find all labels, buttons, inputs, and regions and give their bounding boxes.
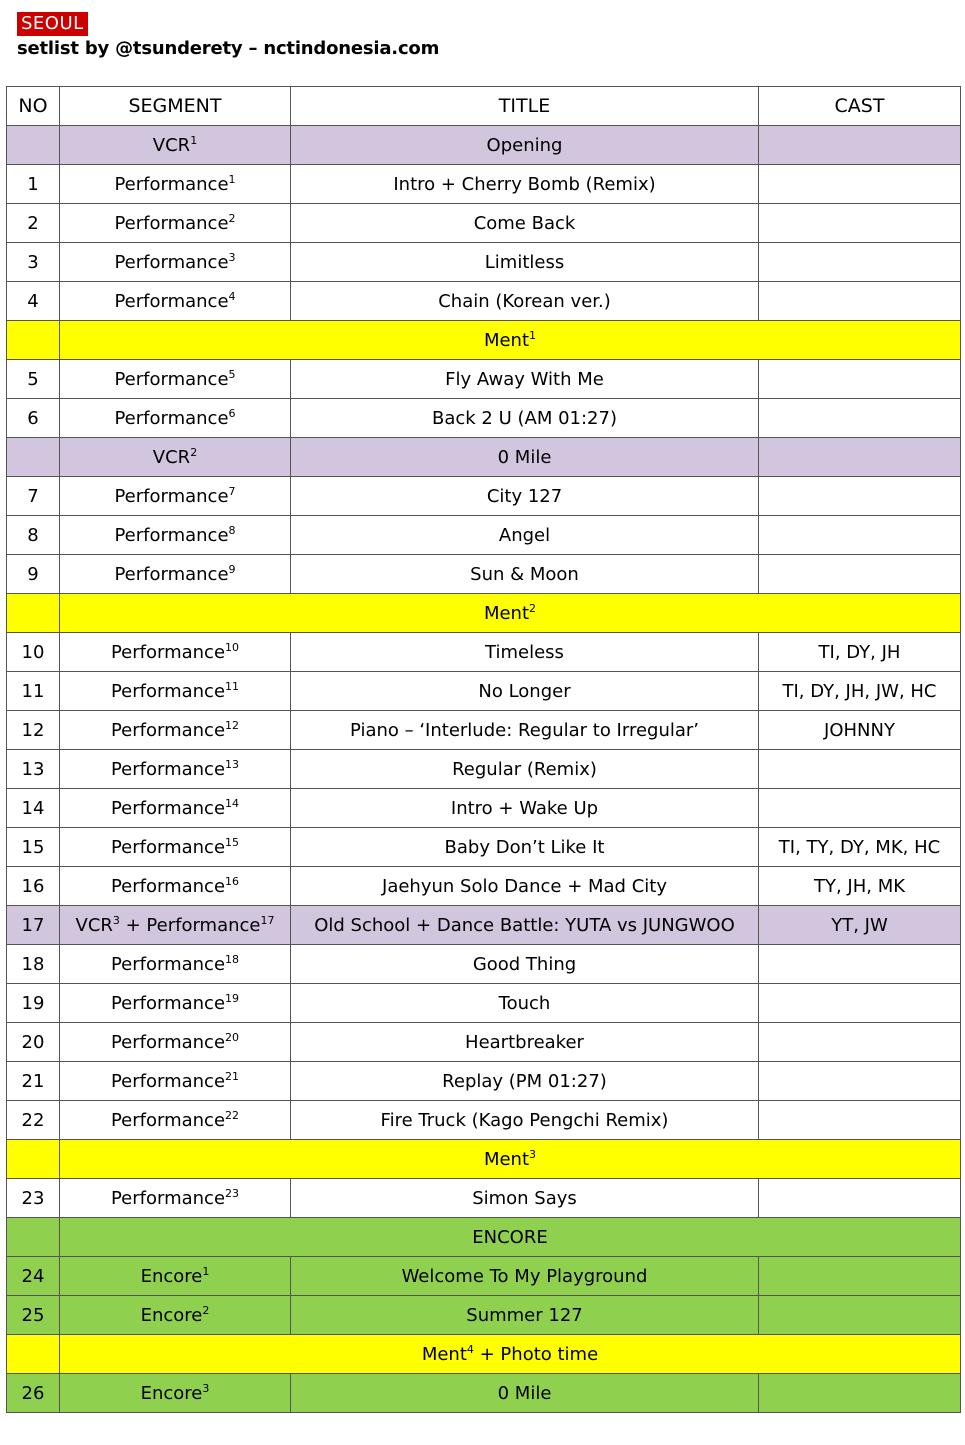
no-cell: 20: [7, 1023, 60, 1062]
segment-cell: [60, 1101, 291, 1140]
segment-label: Encore: [140, 1265, 203, 1287]
segment-cell: [60, 828, 291, 867]
cast-cell: TI, TY, DY, MK, HC: [759, 828, 961, 867]
segment-number: 1: [228, 172, 236, 186]
title-cell: Limitless: [291, 243, 759, 282]
segment-number: 5: [228, 367, 236, 381]
segment-label: Performance: [114, 212, 229, 234]
ment-number: 2: [529, 601, 537, 615]
segment-cell: [60, 399, 291, 438]
segment-number: 1: [190, 133, 198, 147]
ment-label: Ment: [483, 602, 530, 624]
segment-cell: [60, 945, 291, 984]
segment-number: 3: [112, 913, 120, 927]
page-header: [17, 12, 439, 59]
segment-label: Performance: [114, 173, 229, 195]
no-cell: 15: [7, 828, 60, 867]
segment-label: Performance: [114, 251, 229, 273]
cast-cell: [759, 399, 961, 438]
segment-label: VCR: [152, 446, 191, 468]
title-cell: Touch: [291, 984, 759, 1023]
encore-header-row: [7, 1218, 961, 1257]
credit-line: setlist by @tsunderety – nctindonesia.com: [17, 38, 440, 59]
segment-number: 2: [190, 445, 198, 459]
title-cell: Baby Don’t Like It: [291, 828, 759, 867]
title-cell: Piano – ‘Interlude: Regular to Irregular’: [291, 711, 759, 750]
ment-label: Ment: [483, 329, 530, 351]
title-cell: Chain (Korean ver.): [291, 282, 759, 321]
ment-cell: [60, 594, 961, 633]
segment-label: Performance: [110, 992, 226, 1014]
segment-label: Performance: [114, 563, 229, 585]
segment-number: 20: [225, 1030, 240, 1044]
segment-number: 2: [228, 211, 236, 225]
segment-label: Performance: [114, 485, 229, 507]
cast-cell: [759, 750, 961, 789]
table-row: [7, 477, 961, 516]
segment-number: 23: [225, 1186, 240, 1200]
segment-cell: [60, 516, 291, 555]
title-cell: City 127: [291, 477, 759, 516]
segment-label: Performance: [110, 797, 226, 819]
title-cell: Opening: [291, 126, 759, 165]
segment-number: 1: [202, 1264, 210, 1278]
segment-number: 6: [228, 406, 236, 420]
no-cell: 21: [7, 1062, 60, 1101]
no-cell: 19: [7, 984, 60, 1023]
ment-row: [7, 1140, 961, 1179]
cast-cell: JOHNNY: [759, 711, 961, 750]
segment-label: Performance: [110, 875, 226, 897]
table-row: [7, 360, 961, 399]
table-row: [7, 1179, 961, 1218]
title-cell: Good Thing: [291, 945, 759, 984]
segment-label: Performance: [110, 719, 226, 741]
no-cell: 5: [7, 360, 60, 399]
segment-label: VCR: [75, 914, 113, 936]
segment-label: Performance: [110, 1031, 226, 1053]
segment-number: 19: [225, 991, 240, 1005]
cast-cell: [759, 1257, 961, 1296]
segment-cell: [60, 204, 291, 243]
segment-label: VCR: [152, 134, 191, 156]
encore-header-cell: ENCORE: [60, 1218, 961, 1257]
segment-cell: [60, 867, 291, 906]
title-cell: Replay (PM 01:27): [291, 1062, 759, 1101]
no-cell: [7, 1335, 60, 1374]
header-row: [7, 87, 961, 126]
no-cell: 12: [7, 711, 60, 750]
table-row: [7, 750, 961, 789]
setlist-table: [6, 86, 961, 1413]
title-cell: Jaehyun Solo Dance + Mad City: [291, 867, 759, 906]
segment-cell: [60, 282, 291, 321]
segment-number: 11: [225, 679, 240, 693]
cast-cell: [759, 516, 961, 555]
encore-row: [7, 1257, 961, 1296]
segment-cell: [60, 1023, 291, 1062]
segment-number: 22: [225, 1108, 240, 1122]
segment-number: 21: [225, 1069, 240, 1083]
segment-cell: [60, 633, 291, 672]
table-row: [7, 1023, 961, 1062]
segment-number: 16: [225, 874, 240, 888]
cast-cell: YT, JW: [759, 906, 961, 945]
cast-cell: [759, 243, 961, 282]
encore-row: [7, 1296, 961, 1335]
column-header-title: TITLE: [291, 87, 759, 126]
cast-cell: [759, 204, 961, 243]
no-cell: [7, 1218, 60, 1257]
no-cell: 11: [7, 672, 60, 711]
segment-cell: [60, 1062, 291, 1101]
segment-number: 4: [228, 289, 236, 303]
title-cell: Fire Truck (Kago Pengchi Remix): [291, 1101, 759, 1140]
no-cell: 4: [7, 282, 60, 321]
segment-number: 14: [225, 796, 240, 810]
cast-cell: [759, 1374, 961, 1413]
segment-number: 3: [228, 250, 236, 264]
ment-row: [7, 1335, 961, 1374]
segment-label: Performance: [114, 368, 229, 390]
title-cell: Angel: [291, 516, 759, 555]
title-cell: Sun & Moon: [291, 555, 759, 594]
column-header-no: NO: [7, 87, 60, 126]
ment-number: 4: [466, 1342, 474, 1356]
segment-label: Encore: [140, 1304, 203, 1326]
vcr-row: [7, 906, 961, 945]
column-header-segment: SEGMENT: [60, 87, 291, 126]
no-cell: 9: [7, 555, 60, 594]
segment-cell: [60, 750, 291, 789]
no-cell: [7, 321, 60, 360]
segment-cell: [60, 1179, 291, 1218]
no-cell: 3: [7, 243, 60, 282]
cast-cell: [759, 1023, 961, 1062]
title-cell: No Longer: [291, 672, 759, 711]
column-header-cast: CAST: [759, 87, 961, 126]
segment-cell: [60, 672, 291, 711]
title-cell: 0 Mile: [291, 438, 759, 477]
cast-cell: TY, JH, MK: [759, 867, 961, 906]
segment-label: Encore: [140, 1382, 203, 1404]
no-cell: 10: [7, 633, 60, 672]
city-badge: SEOUL: [17, 12, 88, 36]
segment-label: Performance: [110, 1109, 226, 1131]
segment-number: 2: [202, 1303, 210, 1317]
title-cell: Intro + Wake Up: [291, 789, 759, 828]
no-cell: [7, 1140, 60, 1179]
setlist-body: [7, 126, 961, 1413]
segment-number: 12: [225, 718, 240, 732]
segment-label: Performance: [110, 1187, 226, 1209]
no-cell: 16: [7, 867, 60, 906]
ment-cell: [60, 321, 961, 360]
no-cell: 1: [7, 165, 60, 204]
cast-cell: [759, 126, 961, 165]
title-cell: Welcome To My Playground: [291, 1257, 759, 1296]
no-cell: 8: [7, 516, 60, 555]
no-cell: 23: [7, 1179, 60, 1218]
segment-number: 8: [228, 523, 236, 537]
no-cell: [7, 126, 60, 165]
segment-label: Performance: [110, 953, 226, 975]
table-row: [7, 204, 961, 243]
title-cell: Heartbreaker: [291, 1023, 759, 1062]
segment-label-2: + Performance: [119, 914, 261, 936]
cast-cell: [759, 789, 961, 828]
cast-cell: [759, 438, 961, 477]
table-row: [7, 1101, 961, 1140]
title-cell: Intro + Cherry Bomb (Remix): [291, 165, 759, 204]
title-cell: Simon Says: [291, 1179, 759, 1218]
segment-cell: [60, 555, 291, 594]
table-row: [7, 1062, 961, 1101]
segment-label: Performance: [114, 524, 229, 546]
no-cell: 17: [7, 906, 60, 945]
segment-label: Performance: [114, 290, 229, 312]
segment-number-2: 17: [260, 913, 275, 927]
segment-number: 10: [225, 640, 240, 654]
table-row: [7, 555, 961, 594]
title-cell: Come Back: [291, 204, 759, 243]
no-cell: [7, 594, 60, 633]
cast-cell: [759, 282, 961, 321]
segment-cell: [60, 165, 291, 204]
ment-number: 3: [529, 1147, 537, 1161]
table-row: [7, 984, 961, 1023]
cast-cell: [759, 1179, 961, 1218]
ment-label: Ment: [483, 1148, 530, 1170]
segment-label: Performance: [110, 836, 226, 858]
segment-cell: [60, 1257, 291, 1296]
segment-label: Performance: [110, 1070, 226, 1092]
no-cell: 18: [7, 945, 60, 984]
segment-label: Performance: [110, 641, 226, 663]
no-cell: 2: [7, 204, 60, 243]
cast-cell: [759, 984, 961, 1023]
ment-cell: [60, 1335, 961, 1374]
no-cell: 26: [7, 1374, 60, 1413]
cast-cell: TI, DY, JH, JW, HC: [759, 672, 961, 711]
no-cell: 22: [7, 1101, 60, 1140]
title-cell: Old School + Dance Battle: YUTA vs JUNGWOO: [291, 906, 759, 945]
ment-suffix: + Photo time: [473, 1343, 599, 1365]
table-row: [7, 243, 961, 282]
table-row: [7, 165, 961, 204]
cast-cell: [759, 1296, 961, 1335]
no-cell: 6: [7, 399, 60, 438]
title-cell: Regular (Remix): [291, 750, 759, 789]
segment-cell: [60, 906, 291, 945]
table-row: [7, 867, 961, 906]
cast-cell: [759, 1101, 961, 1140]
cast-cell: [759, 165, 961, 204]
ment-number: 1: [529, 328, 537, 342]
segment-number: 13: [225, 757, 240, 771]
ment-cell: [60, 1140, 961, 1179]
cast-cell: [759, 360, 961, 399]
segment-number: 7: [228, 484, 236, 498]
cast-cell: [759, 945, 961, 984]
table-row: [7, 789, 961, 828]
no-cell: 13: [7, 750, 60, 789]
table-row: [7, 516, 961, 555]
cast-cell: [759, 477, 961, 516]
no-cell: 7: [7, 477, 60, 516]
segment-cell: [60, 1296, 291, 1335]
table-row: [7, 828, 961, 867]
ment-row: [7, 321, 961, 360]
title-cell: Summer 127: [291, 1296, 759, 1335]
segment-cell: [60, 360, 291, 399]
segment-number: 3: [202, 1381, 210, 1395]
no-cell: 25: [7, 1296, 60, 1335]
table-row: [7, 399, 961, 438]
segment-cell: [60, 711, 291, 750]
segment-cell: [60, 438, 291, 477]
segment-cell: [60, 126, 291, 165]
ment-row: [7, 594, 961, 633]
cast-cell: TI, DY, JH: [759, 633, 961, 672]
title-cell: 0 Mile: [291, 1374, 759, 1413]
segment-number: 9: [228, 562, 236, 576]
title-cell: Back 2 U (AM 01:27): [291, 399, 759, 438]
table-row: [7, 711, 961, 750]
no-cell: 24: [7, 1257, 60, 1296]
title-cell: Fly Away With Me: [291, 360, 759, 399]
cast-cell: [759, 555, 961, 594]
encore-row: [7, 1374, 961, 1413]
segment-label: Performance: [114, 407, 229, 429]
table-row: [7, 672, 961, 711]
segment-cell: [60, 984, 291, 1023]
segment-cell: [60, 789, 291, 828]
table-row: [7, 633, 961, 672]
ment-label: Ment: [421, 1343, 467, 1365]
segment-cell: [60, 243, 291, 282]
table-row: [7, 282, 961, 321]
title-cell: Timeless: [291, 633, 759, 672]
segment-cell: [60, 1374, 291, 1413]
segment-label: Performance: [110, 758, 226, 780]
segment-number: 18: [225, 952, 240, 966]
vcr-row: [7, 438, 961, 477]
cast-cell: [759, 1062, 961, 1101]
segment-cell: [60, 477, 291, 516]
no-cell: [7, 438, 60, 477]
segment-number: 15: [225, 835, 240, 849]
vcr-row: [7, 126, 961, 165]
segment-label: Performance: [110, 680, 226, 702]
table-row: [7, 945, 961, 984]
no-cell: 14: [7, 789, 60, 828]
